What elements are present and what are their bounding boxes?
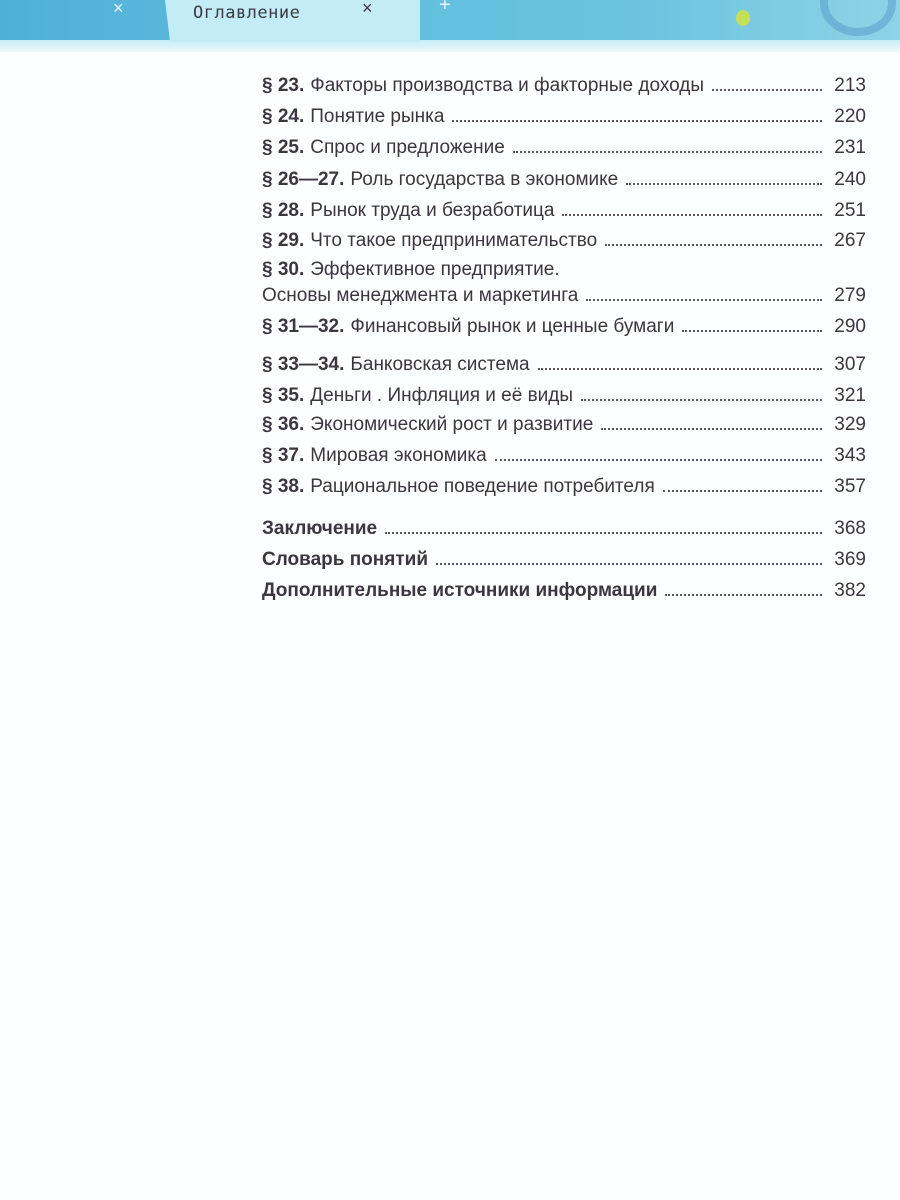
- page-number: 343: [834, 445, 866, 466]
- dot-leader: [513, 151, 822, 153]
- section-title: Роль государства в экономике: [350, 169, 619, 190]
- section-number: § 33—34.: [262, 354, 345, 375]
- dot-leader: [712, 89, 822, 91]
- section-title: Мировая экономика: [310, 445, 487, 466]
- dot-leader: [626, 183, 822, 185]
- page-number: 213: [834, 75, 866, 96]
- dot-leader: [436, 563, 822, 565]
- toc-item[interactable]: [262, 385, 866, 407]
- dot-leader: [452, 120, 822, 122]
- toc-item[interactable]: [262, 414, 866, 436]
- page-number: 251: [834, 200, 866, 221]
- toc-item[interactable]: [262, 200, 866, 222]
- section-number: § 31—32.: [262, 316, 345, 337]
- section-title: Банковская система: [350, 354, 530, 375]
- section-number: § 30.: [262, 259, 305, 280]
- page-number: 329: [834, 414, 866, 435]
- section-number: § 29.: [262, 230, 305, 251]
- page-number: 321: [834, 385, 866, 406]
- section-title-line2: Основы менеджмента и маркетинга: [262, 285, 579, 306]
- section-title: Рынок труда и безработица: [310, 200, 555, 221]
- section-number: § 23.: [262, 75, 305, 96]
- toc-item-conclusion[interactable]: [262, 518, 866, 540]
- page-number: 220: [834, 106, 866, 127]
- section-title: Рациональное поведение потребителя: [310, 476, 655, 497]
- section-title: Заключение: [262, 518, 378, 539]
- toc-item[interactable]: [262, 445, 866, 467]
- toc-item[interactable]: [262, 230, 866, 252]
- section-number: § 37.: [262, 445, 305, 466]
- page-number: 369: [834, 549, 866, 570]
- close-icon[interactable]: ×: [113, 0, 124, 18]
- page-number: 368: [834, 518, 866, 539]
- toc-item-sources[interactable]: [262, 580, 866, 602]
- section-title: Факторы производства и факторные доходы: [310, 75, 705, 96]
- toc-item[interactable]: [262, 169, 866, 191]
- dot-leader: [682, 330, 822, 332]
- dot-leader: [538, 368, 822, 370]
- toc-item[interactable]: [262, 106, 866, 128]
- dot-leader: [385, 532, 822, 534]
- page-number: 290: [834, 316, 866, 337]
- section-title: Финансовый рынок и ценные бумаги: [350, 316, 675, 337]
- close-icon[interactable]: ×: [362, 0, 373, 18]
- toc-item[interactable]: [262, 75, 866, 97]
- section-title: Спрос и предложение: [310, 137, 505, 158]
- toc-item[interactable]: [262, 259, 866, 281]
- dot-leader: [562, 214, 822, 216]
- plus-icon[interactable]: +: [439, 0, 451, 16]
- section-title: Понятие рынка: [310, 106, 445, 127]
- dot-leader: [665, 594, 822, 596]
- section-number: § 24.: [262, 106, 305, 127]
- section-number: § 36.: [262, 414, 305, 435]
- page-number: 267: [834, 230, 866, 251]
- toc-item-glossary[interactable]: [262, 549, 866, 571]
- page-number: 357: [834, 476, 866, 497]
- decorative-ball: [736, 10, 750, 26]
- section-title: Словарь понятий: [262, 549, 429, 570]
- section-title: Деньги . Инфляция и её виды: [310, 385, 574, 406]
- section-title: Что такое предпринимательство: [310, 230, 598, 251]
- section-number: § 38.: [262, 476, 305, 497]
- toc-item-continued[interactable]: [262, 285, 866, 307]
- section-number: § 25.: [262, 137, 305, 158]
- toc-item[interactable]: [262, 476, 866, 498]
- section-number: § 35.: [262, 385, 305, 406]
- section-title: Дополнительные источники информации: [262, 580, 658, 601]
- tab-label[interactable]: Оглавление: [193, 3, 301, 23]
- toc-item[interactable]: [262, 354, 866, 376]
- section-title: Экономический рост и развитие: [310, 414, 594, 435]
- page-number: 279: [834, 285, 866, 306]
- dot-leader: [601, 428, 822, 430]
- toc-item[interactable]: [262, 316, 866, 338]
- section-title: Эффективное предприятие.: [310, 259, 560, 280]
- page-number: 307: [834, 354, 866, 375]
- toc-item[interactable]: [262, 137, 866, 159]
- dot-leader: [605, 244, 822, 246]
- page-number: 231: [834, 137, 866, 158]
- dot-leader: [495, 459, 822, 461]
- banner-strip: [0, 40, 900, 52]
- dot-leader: [581, 399, 822, 401]
- page-number: 240: [834, 169, 866, 190]
- page-number: 382: [834, 580, 866, 601]
- section-number: § 28.: [262, 200, 305, 221]
- section-number: § 26—27.: [262, 169, 345, 190]
- dot-leader: [663, 490, 822, 492]
- dot-leader: [586, 299, 822, 301]
